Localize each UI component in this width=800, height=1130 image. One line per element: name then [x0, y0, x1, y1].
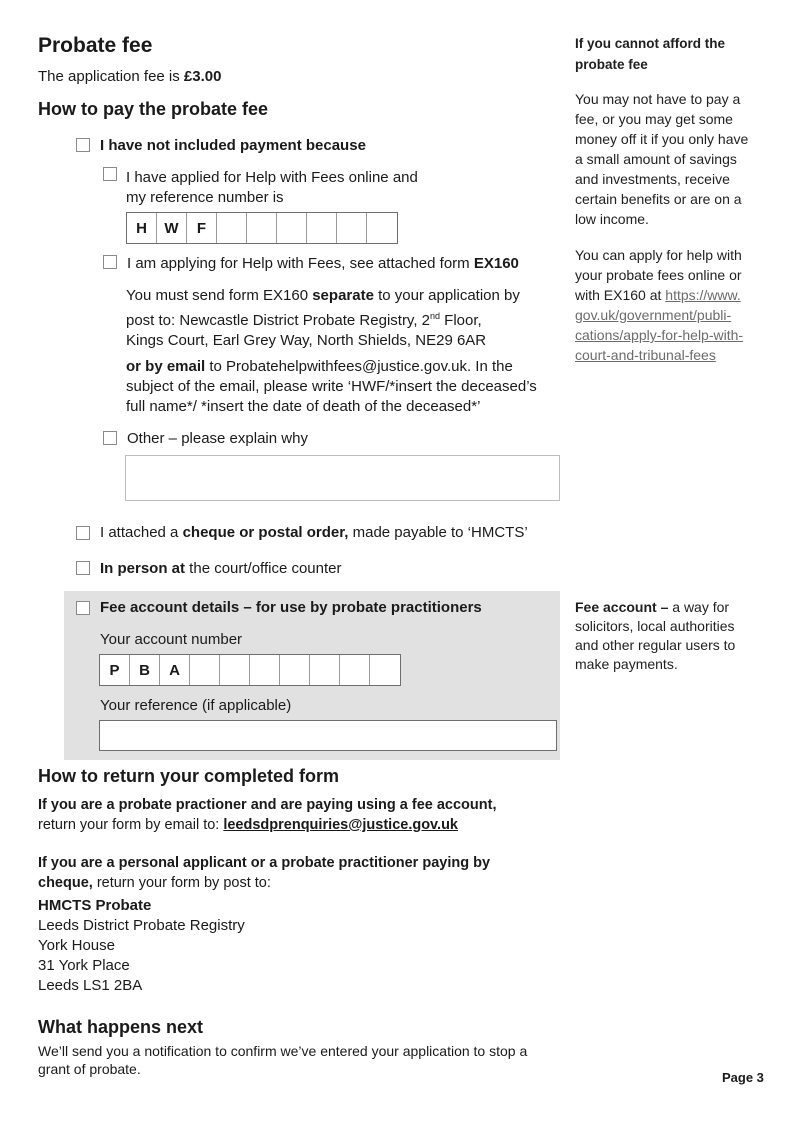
- hwf-cell[interactable]: [217, 213, 247, 243]
- fee-account-checkbox[interactable]: [76, 601, 90, 615]
- account-number-field[interactable]: [99, 654, 401, 686]
- pba-cell[interactable]: [250, 655, 280, 685]
- help-with-fees-link[interactable]: cations/apply-for-help-with-: [575, 327, 744, 343]
- afford-text: You may not have to pay a fee, or you may get some money off it if you only have a small amount of savings and investments, receive certain benefits or are on a low income.: [575, 91, 749, 227]
- practitioner-email-link[interactable]: leedsdprenquiries@justice.gov.uk: [223, 817, 458, 833]
- in-person-label: In person at the court/office counter: [100, 560, 342, 577]
- pba-cell[interactable]: [310, 655, 340, 685]
- applied-online-checkbox[interactable]: [103, 167, 117, 181]
- pba-cell[interactable]: [190, 655, 220, 685]
- fee-account-title: Fee account details – for use by probate practitioners: [100, 599, 482, 616]
- fee-amount-text: The application fee is £3.00: [38, 68, 222, 85]
- reference-label: Your reference (if applicable): [100, 697, 292, 714]
- applying-hwf-label: I am applying for Help with Fees, see attached form EX160: [127, 255, 519, 272]
- pba-cell[interactable]: P: [100, 655, 130, 685]
- fee-amount: £3.00: [183, 68, 222, 85]
- applied-online-label: I have applied for Help with Fees online and my reference number is: [126, 169, 418, 206]
- personal-return-text: If you are a personal applicant or a probate practitioner paying by cheque, return your form by post to:: [38, 855, 491, 891]
- apply-help-text: You can apply for help with your probate fees online or with EX160 at https://www. gov.uk/government/publi- cations/apply-for-help-with- court-and-tribunal-fees: [575, 247, 744, 363]
- applying-hwf-checkbox[interactable]: [103, 255, 117, 269]
- hwf-cell[interactable]: [247, 213, 277, 243]
- help-with-fees-link[interactable]: gov.uk/government/publi-: [575, 307, 732, 323]
- how-to-pay-heading: How to pay the probate fee: [38, 99, 269, 119]
- cheque-label: I attached a cheque or postal order, made payable to ‘HMCTS’: [100, 524, 528, 541]
- hwf-cell[interactable]: [277, 213, 307, 243]
- next-text: We’ll send you a notification to confirm we’ve entered your application to stop a grant of probate.: [38, 1043, 528, 1077]
- in-person-checkbox[interactable]: [76, 561, 90, 575]
- return-form-heading: How to return your completed form: [38, 766, 340, 786]
- pba-cell[interactable]: [220, 655, 250, 685]
- hwf-cell[interactable]: [337, 213, 367, 243]
- other-explain-input[interactable]: [125, 455, 560, 501]
- help-with-fees-link[interactable]: court-and-tribunal-fees: [575, 347, 716, 363]
- hwf-cell[interactable]: H: [127, 213, 157, 243]
- not-included-label: I have not included payment because: [100, 137, 366, 154]
- ex160-instructions: You must send form EX160 separate to your application by post to: Newcastle District Probate Registry, 2nd Floor, Kings Court, Earl Grey Way, North Shields, NE29 6AR: [126, 287, 520, 349]
- hwf-cell[interactable]: W: [157, 213, 187, 243]
- pba-cell[interactable]: [280, 655, 310, 685]
- page-title: Probate fee: [38, 34, 153, 57]
- afford-title: If you cannot afford the probate fee: [575, 36, 725, 72]
- pba-cell[interactable]: [340, 655, 370, 685]
- page-number: Page 3: [722, 1070, 764, 1085]
- next-heading: What happens next: [38, 1017, 204, 1037]
- reference-input[interactable]: [99, 720, 557, 751]
- hwf-reference-field[interactable]: [126, 212, 398, 244]
- not-included-checkbox[interactable]: [76, 138, 90, 152]
- account-number-label: Your account number: [100, 631, 243, 648]
- other-checkbox[interactable]: [103, 431, 117, 445]
- hwf-cell[interactable]: F: [187, 213, 217, 243]
- help-with-fees-link[interactable]: https://www.: [665, 287, 741, 303]
- hwf-cell[interactable]: [307, 213, 337, 243]
- pba-cell[interactable]: [370, 655, 400, 685]
- hwf-cell[interactable]: [367, 213, 397, 243]
- practitioner-return-text: If you are a probate practioner and are paying using a fee account, return your form by email to: leedsdprenquiries@justice.gov.uk: [38, 797, 497, 833]
- fee-account-note: Fee account – a way for solicitors, local authorities and other regular users to make payments.: [575, 599, 736, 672]
- email-instructions: or by email to Probatehelpwithfees@justice.gov.uk. In the subject of the email, please write ‘HWF/*insert the deceased’s full name*/ *insert the date of death of the deceased*’: [126, 358, 537, 415]
- cheque-checkbox[interactable]: [76, 526, 90, 540]
- postal-address: HMCTS Probate Leeds District Probate Registry York House 31 York Place Leeds LS1 2BA: [38, 897, 245, 994]
- pba-cell[interactable]: B: [130, 655, 160, 685]
- other-label: Other – please explain why: [127, 430, 308, 447]
- pba-cell[interactable]: A: [160, 655, 190, 685]
